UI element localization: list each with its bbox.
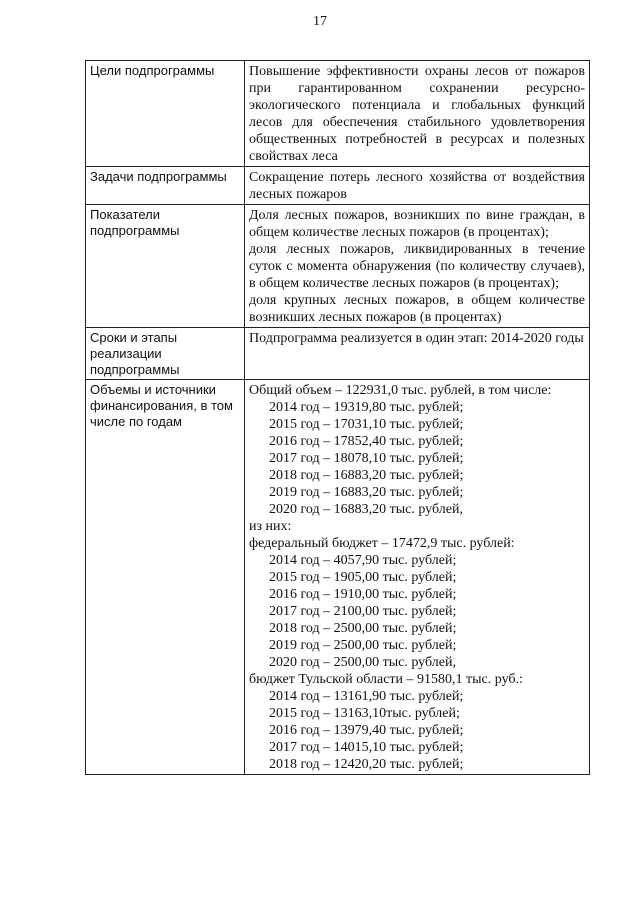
row-value-tasks (245, 167, 590, 205)
tasks-text: Сокращение потерь лесного хозяйства от воздействия лесных пожаров (249, 170, 585, 202)
federal-year-line: 2016 год – 1910,00 тыс. рублей; (269, 587, 457, 602)
regional-year-line: 2015 год – 13163,10тыс. рублей; (269, 706, 460, 721)
total-year-line: 2017 год – 18078,10 тыс. рублей; (269, 451, 464, 466)
federal-year-line: 2014 год – 4057,90 тыс. рублей; (269, 553, 457, 568)
row-value-terms (245, 328, 590, 380)
row-label-financing: Объемы и источники финансирования, в том числе по годам (86, 380, 245, 775)
indicator-2: доля лесных пожаров, ликвидированных в течение суток с момента обнаружения (по количеству случаев), в общем количестве лесных пожаров (в процентах); (249, 242, 585, 291)
total-year-line: 2014 год – 19319,80 тыс. рублей; (269, 400, 464, 415)
table-row-tasks (86, 167, 590, 205)
federal-year-line: 2018 год – 2500,00 тыс. рублей; (269, 621, 457, 636)
regional-budget-total: бюджет Тульской области – 91580,1 тыс. руб.: (249, 672, 523, 687)
regional-year-line: 2016 год – 13979,40 тыс. рублей; (269, 723, 464, 738)
table-row-terms (86, 328, 590, 380)
page-number: 17 (313, 14, 327, 29)
financing-total: Общий объем – 122931,0 тыс. рублей, в том числе: (249, 383, 552, 398)
indicator-3: доля крупных лесных пожаров, в общем количестве возникших лесных пожаров (в процентах) (249, 293, 585, 325)
indicator-1: Доля лесных пожаров, возникших по вине граждан, в общем количестве лесных пожаров (в процентах); (249, 208, 585, 240)
table-row-financing (86, 380, 590, 775)
regional-year-line: 2018 год – 12420,20 тыс. рублей; (269, 757, 464, 772)
total-year-line: 2015 год – 17031,10 тыс. рублей; (269, 417, 464, 432)
row-label-goals: Цели подпрограммы (86, 61, 245, 167)
row-label-terms: Сроки и этапы реализации подпрограммы (86, 328, 245, 380)
table-row-goals (86, 61, 590, 167)
row-value-indicators (245, 205, 590, 328)
terms-text: Подпрограмма реализуется в один этап: 2014-2020 годы (249, 331, 584, 346)
regional-year-line: 2014 год – 13161,90 тыс. рублей; (269, 689, 464, 704)
row-value-financing (245, 380, 590, 775)
federal-year-line: 2020 год – 2500,00 тыс. рублей, (269, 655, 456, 670)
goals-text: Повышение эффективности охраны лесов от пожаров при гарантированном сохранении ресурсно-экологического потенциала и глобальных функций лесов для обеспечения стабильного удовлетворения общественных потребностей в ресурсах и полезных свойствах леса (249, 64, 585, 164)
row-label-indicators: Показатели подпрограммы (86, 205, 245, 328)
federal-year-line: 2017 год – 2100,00 тыс. рублей; (269, 604, 457, 619)
regional-year-line: 2017 год – 14015,10 тыс. рублей; (269, 740, 464, 755)
federal-budget-total: федеральный бюджет – 17472,9 тыс. рублей: (249, 536, 515, 551)
row-value-goals (245, 61, 590, 167)
table-row-indicators (86, 205, 590, 328)
total-year-line: 2019 год – 16883,20 тыс. рублей; (269, 485, 464, 500)
total-year-line: 2016 год – 17852,40 тыс. рублей; (269, 434, 464, 449)
total-year-line: 2018 год – 16883,20 тыс. рублей; (269, 468, 464, 483)
federal-year-line: 2015 год – 1905,00 тыс. рублей; (269, 570, 457, 585)
of-them-label: из них: (249, 519, 292, 534)
subprogram-passport-table (85, 60, 590, 775)
row-label-tasks: Задачи подпрограммы (86, 167, 245, 205)
federal-year-line: 2019 год – 2500,00 тыс. рублей; (269, 638, 457, 653)
total-year-line: 2020 год – 16883,20 тыс. рублей, (269, 502, 463, 517)
